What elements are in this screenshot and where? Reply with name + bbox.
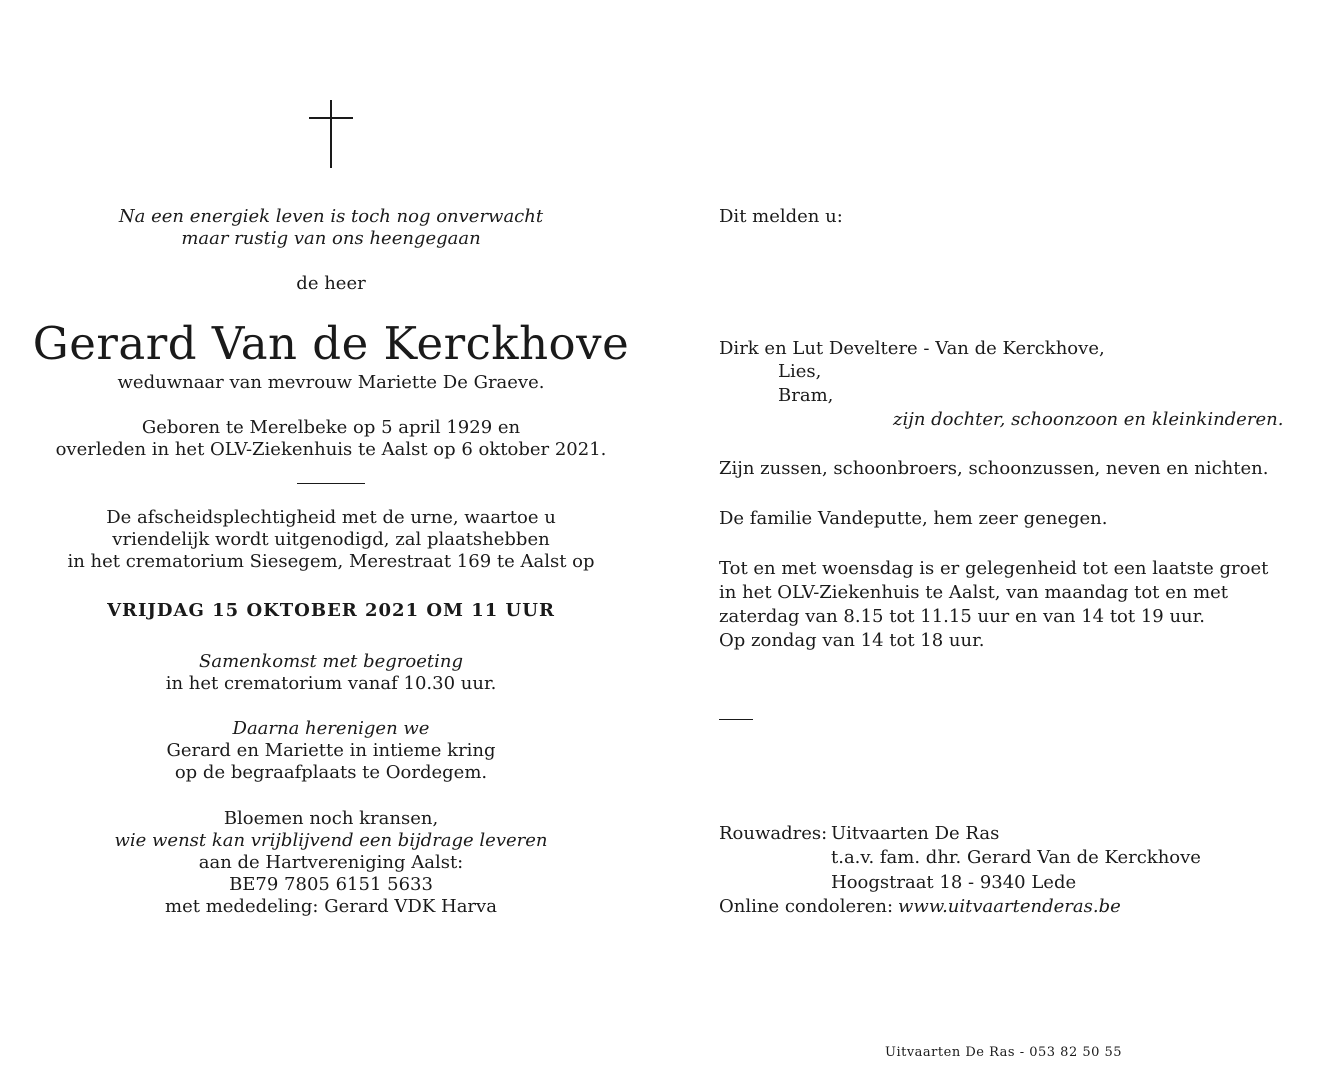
- deceased-name: Gerard Van de Kerckhove: [32, 317, 630, 370]
- condolence-link[interactable]: www.uitvaartenderas.be: [898, 896, 1121, 917]
- ceremony-date: VRIJDAG 15 OKTOBER 2021 OM 11 UUR: [107, 600, 555, 621]
- address-street: Hoogstraat 18 - 9340 Lede: [831, 872, 1077, 893]
- visit-line-4: Op zondag van 14 tot 18 uur.: [719, 630, 985, 651]
- flowers-line-3: aan de Hartvereniging Aalst:: [198, 852, 464, 873]
- grandchild-1: Lies,: [778, 361, 822, 382]
- address-label: Rouwadres:: [719, 823, 828, 844]
- iban: BE79 7805 6151 5633: [229, 874, 433, 895]
- vandeputte-line: De familie Vandeputte, hem zeer genegen.: [719, 508, 1108, 529]
- grandchild-2: Bram,: [778, 385, 834, 406]
- address-name: Uitvaarten De Ras: [831, 823, 1000, 844]
- ceremony-line-1: De afscheidsplechtigheid met de urne, waartoe u: [106, 507, 556, 528]
- title-prefix: de heer: [296, 273, 366, 294]
- flowers-line-5: met mededeling: Gerard VDK Harva: [165, 896, 497, 917]
- divider: [297, 483, 365, 484]
- announce-line: Dit melden u:: [719, 206, 843, 227]
- birth-line-1: Geboren te Merelbeke op 5 april 1929 en: [141, 417, 521, 438]
- cross-icon: [309, 100, 353, 168]
- family-relation: zijn dochter, schoonzoon en kleinkinderen.: [893, 409, 1284, 430]
- birth-line-2: overleden in het OLV-Ziekenhuis te Aalst op 6 oktober 2021.: [55, 439, 607, 460]
- siblings-line: Zijn zussen, schoonbroers, schoonzussen, neven en nichten.: [719, 458, 1269, 479]
- condolence-label: Online condoleren:: [719, 896, 894, 917]
- ceremony-line-2: vriendelijk wordt uitgenodigd, zal plaatshebben: [112, 529, 550, 550]
- visit-line-2: in het OLV-Ziekenhuis te Aalst, van maandag tot en met: [719, 582, 1229, 603]
- ceremony-line-3: in het crematorium Siesegem, Merestraat 169 te Aalst op: [67, 551, 595, 572]
- flowers-line-1: Bloemen noch kransen,: [223, 808, 439, 829]
- short-divider: [719, 719, 753, 720]
- spouse-line: weduwnaar van mevrouw Mariette De Graeve.: [117, 372, 545, 393]
- intro-line-1: Na een energiek leven is toch nog onverwacht: [118, 206, 544, 227]
- intro-line-2: maar rustig van ons heengegaan: [181, 228, 481, 249]
- visit-line-1: Tot en met woensdag is er gelegenheid tot een laatste groet: [719, 558, 1269, 579]
- reunion-line-1: Daarna herenigen we: [232, 718, 430, 739]
- flowers-line-2: wie wenst kan vrijblijvend een bijdrage leveren: [114, 830, 548, 851]
- address-attn: t.a.v. fam. dhr. Gerard Van de Kerckhove: [831, 847, 1201, 868]
- gathering-line-1: Samenkomst met begroeting: [199, 651, 463, 672]
- footer-credit: Uitvaarten De Ras - 053 82 50 55: [885, 1045, 1123, 1060]
- visit-line-3: zaterdag van 8.15 tot 11.15 uur en van 14 tot 19 uur.: [719, 606, 1205, 627]
- family-line-1: Dirk en Lut Develtere - Van de Kerckhove,: [719, 338, 1105, 359]
- gathering-line-2: in het crematorium vanaf 10.30 uur.: [165, 673, 497, 694]
- reunion-line-3: op de begraafplaats te Oordegem.: [174, 762, 488, 783]
- reunion-line-2: Gerard en Mariette in intieme kring: [166, 740, 496, 761]
